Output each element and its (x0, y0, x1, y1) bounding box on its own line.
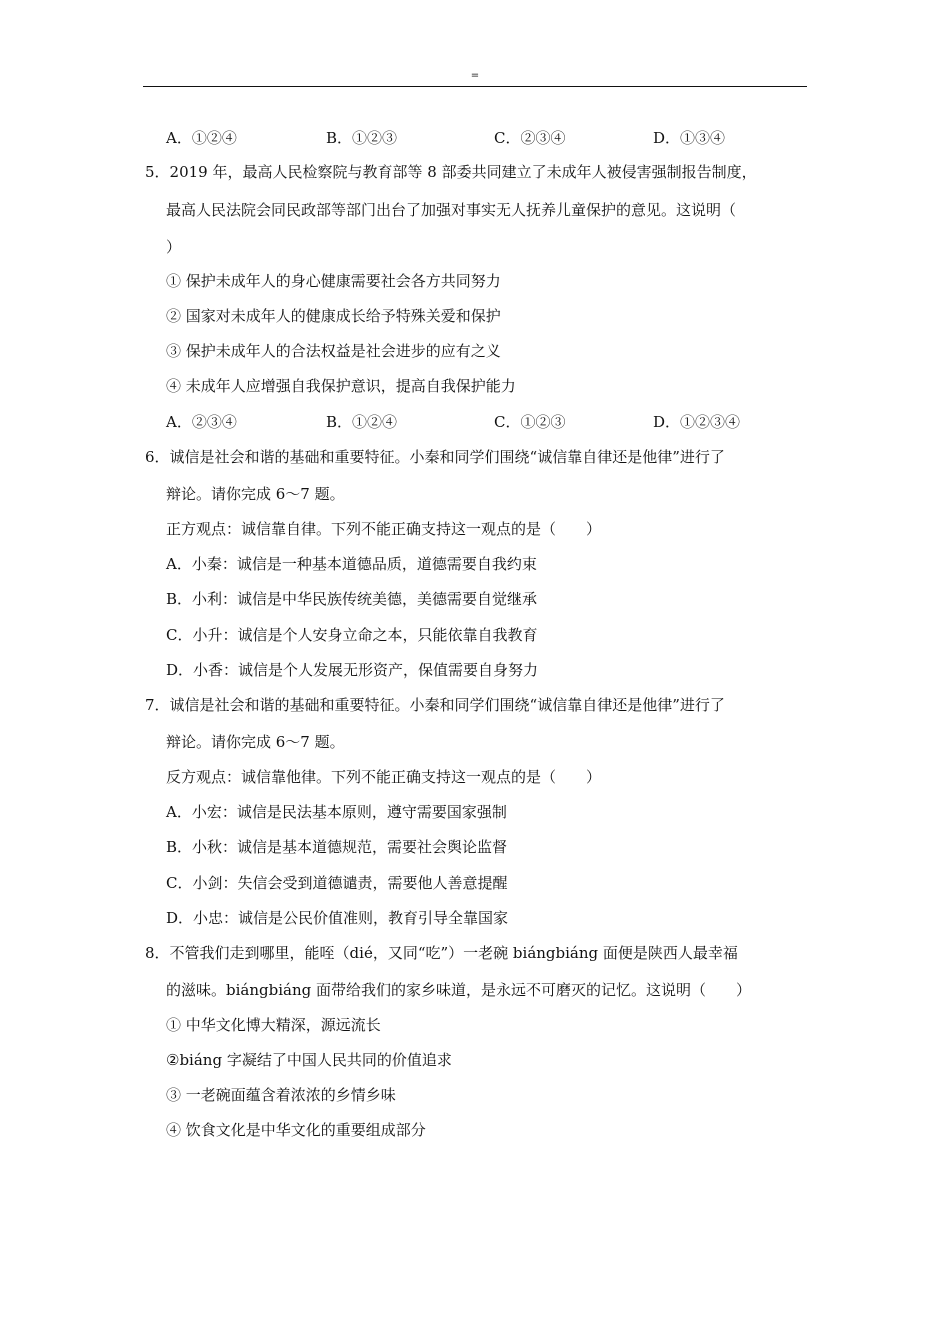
q5-choice-a: A．②③④ (166, 413, 237, 431)
q6-option-b: B．小利：诚信是中华民族传统美德，美德需要自觉继承 (166, 590, 538, 608)
q8-statement-2: ②biáng 字凝结了中国人民共同的价值追求 (166, 1051, 452, 1069)
q5-statement-1: ① 保护未成年人的身心健康需要社会各方共同努力 (166, 272, 501, 290)
q5-stem-line2: 最高人民法院会同民政部等部门出台了加强对事实无人抚养儿童保护的意见。这说明（ (166, 201, 737, 219)
q6-option-d: D．小香：诚信是个人发展无形资产，保值需要自身努力 (166, 661, 539, 679)
q6-stem-line1: 6．诚信是社会和谐的基础和重要特征。小秦和同学们围绕“诚信靠自律还是他律”进行了 (145, 448, 725, 466)
q5-statement-4: ④ 未成年人应增强自我保护意识，提高自我保护能力 (166, 377, 516, 395)
q8-stem-line2: 的滋味。biángbiáng 面带给我们的家乡味道，是永远不可磨灭的记忆。这说明（ ） (166, 981, 751, 999)
q7-stem-line1: 7．诚信是社会和谐的基础和重要特征。小秦和同学们围绕“诚信靠自律还是他律”进行了 (145, 696, 725, 714)
header-mark: = (470, 70, 480, 81)
q5-statement-2: ② 国家对未成年人的健康成长给予特殊关爱和保护 (166, 307, 501, 325)
q4-choice-c: C．②③④ (494, 129, 566, 147)
q7-prompt: 反方观点：诚信靠他律。下列不能正确支持这一观点的是（ ） (166, 768, 602, 786)
q6-stem-line2: 辩论。请你完成 6～7 题。 (166, 485, 345, 503)
q6-option-c: C．小升：诚信是个人安身立命之本，只能依靠自我教育 (166, 626, 538, 644)
q4-choice-b: B．①②③ (326, 129, 398, 147)
q6-option-a: A．小秦：诚信是一种基本道德品质，道德需要自我约束 (166, 555, 537, 573)
q7-stem-line2: 辩论。请你完成 6～7 题。 (166, 733, 345, 751)
q5-stem-line1: 5．2019 年，最高人民检察院与教育部等 8 部委共同建立了未成年人被侵害强制报告制度， (145, 163, 757, 181)
q7-option-d: D．小忠：诚信是公民价值准则，教育引导全靠国家 (166, 909, 509, 927)
q5-choice-c: C．①②③ (494, 413, 566, 431)
q8-statement-3: ③ 一老碗面蕴含着浓浓的乡情乡味 (166, 1086, 396, 1104)
q7-option-b: B．小秋：诚信是基本道德规范，需要社会舆论监督 (166, 838, 508, 856)
q4-choice-d: D．①③④ (653, 129, 726, 147)
q8-statement-1: ① 中华文化博大精深，源远流长 (166, 1016, 381, 1034)
q4-choice-a: A．①②④ (166, 129, 237, 147)
q6-prompt: 正方观点：诚信靠自律。下列不能正确支持这一观点的是（ ） (166, 520, 602, 538)
q5-choice-d: D．①②③④ (653, 413, 741, 431)
q7-option-c: C．小剑：失信会受到道德谴责，需要他人善意提醒 (166, 874, 508, 892)
q5-choice-b: B．①②④ (326, 413, 398, 431)
q5-statement-3: ③ 保护未成年人的合法权益是社会进步的应有之义 (166, 342, 501, 360)
header-rule (143, 86, 807, 87)
q7-option-a: A．小宏：诚信是民法基本原则，遵守需要国家强制 (166, 803, 507, 821)
q5-stem-line3: ） (166, 238, 182, 256)
q8-stem-line1: 8．不管我们走到哪里，能咥（dié，又同“吃”）一老碗 biángbiáng 面便是陕西人最幸福 (145, 944, 738, 962)
q8-statement-4: ④ 饮食文化是中华文化的重要组成部分 (166, 1121, 426, 1139)
